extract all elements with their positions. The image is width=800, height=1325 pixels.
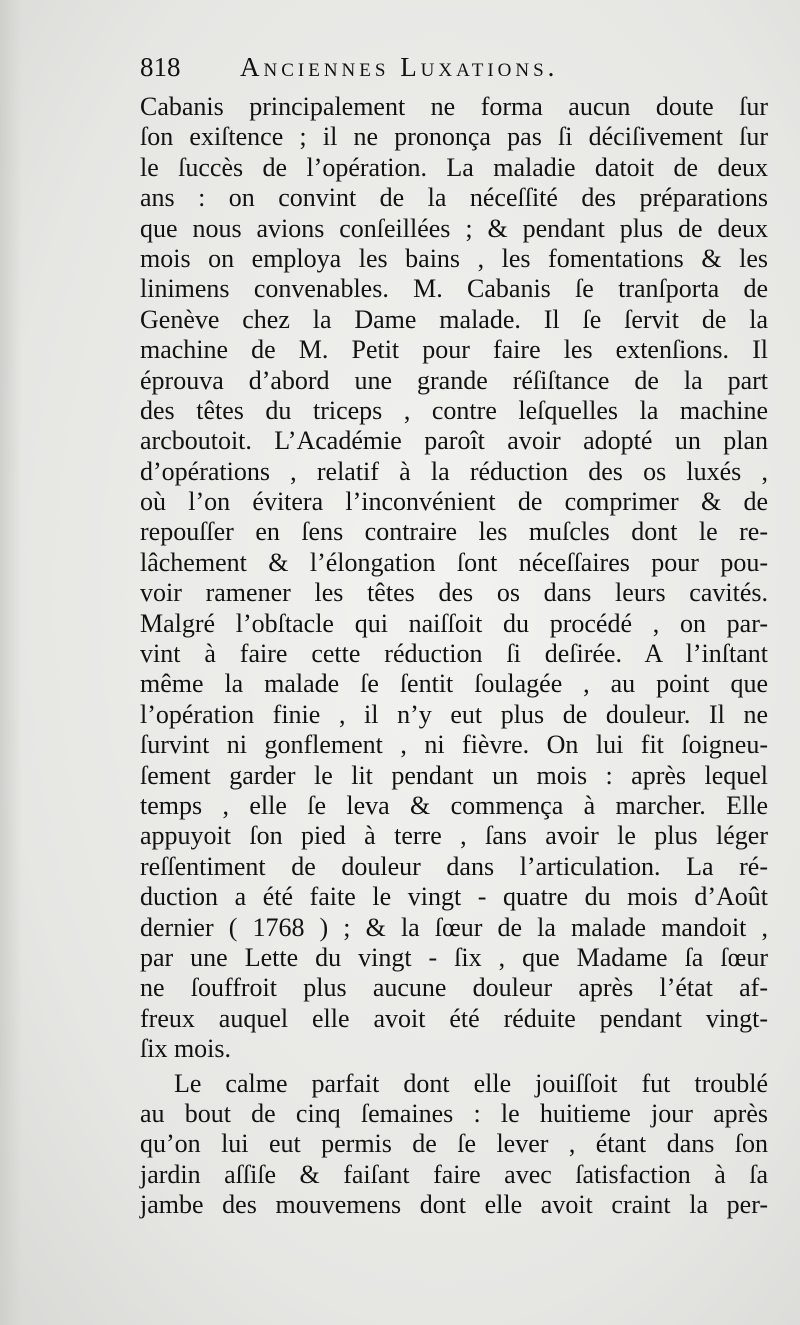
text-line: arcboutoit. L’Académie paroît avoir adopté un plan: [140, 426, 768, 456]
text-line: ſurvint ni gonflement , ni fièvre. On lui fit ſoigneu-: [140, 730, 768, 760]
text-line: Le calme parfait dont elle jouiſſoit fut troublé: [174, 1068, 768, 1098]
text-line: voir ramener les têtes des os dans leurs cavités.: [140, 578, 768, 608]
text-line: appuyoit ſon pied à terre , ſans avoir le plus léger: [140, 821, 768, 851]
text-line: même la malade ſe ſentit ſoulagée , au point que: [140, 669, 768, 699]
text-line: où l’on évitera l’inconvénient de comprimer & de: [140, 487, 768, 517]
text-line: machine de M. Petit pour faire les extenſions. Il: [140, 335, 768, 365]
text-line: Malgré l’obſtacle qui naiſſoit du procédé , on par-: [140, 608, 768, 638]
paragraph: [140, 1069, 768, 1221]
text-line: linimens convenables. M. Cabanis ſe tranſporta de: [140, 274, 768, 304]
paragraph: [140, 92, 768, 1065]
text-line: lâchement & l’élongation ſont néceſſaires pour pou-: [140, 547, 768, 577]
text-line: éprouva d’abord une grande réſiſtance de la part: [140, 365, 768, 395]
text-line: des têtes du triceps , contre leſquelles la machine: [140, 395, 768, 425]
text-line: jardin aſſiſe & faiſant faire avec ſatisfaction à ſa: [140, 1159, 768, 1189]
text-line: ſement garder le lit pendant un mois : après lequel: [140, 760, 768, 790]
text-line: mois on employa les bains , les fomentations & les: [140, 243, 768, 273]
text-line: Genève chez la Dame malade. Il ſe ſervit de la: [140, 304, 768, 334]
page-gutter-shadow: [0, 0, 22, 1325]
text-line: temps , elle ſe leva & commença à marcher. Elle: [140, 790, 768, 820]
page-header: [140, 52, 768, 92]
running-head: Anciennes Luxations.: [240, 52, 559, 82]
text-line: repouſſer en ſens contraire les muſcles dont le re-: [140, 517, 768, 547]
text-line: ſon exiſtence ; il ne prononça pas ſi déciſivement ſur: [140, 122, 768, 152]
text-line: qu’on lui eut permis de ſe lever , étant dans ſon: [140, 1129, 768, 1159]
text-line: ſix mois.: [140, 1034, 232, 1064]
text-line: reſſentiment de douleur dans l’articulation. La ré-: [140, 851, 768, 881]
body-text: [140, 92, 768, 1220]
page-content: [140, 52, 768, 1220]
text-line: jambe des mouvemens dont elle avoit craint la per-: [140, 1190, 768, 1220]
text-line: ans : on convint de la néceſſité des préparations: [140, 183, 768, 213]
text-line: dernier ( 1768 ) ; & la ſœur de la malade mandoit ,: [140, 912, 768, 942]
text-line: vint à faire cette réduction ſi deſirée. A l’inſtant: [140, 639, 768, 669]
text-line: freux auquel elle avoit été réduite pendant vingt-: [140, 1003, 768, 1033]
text-line: par une Lette du vingt - ſix , que Madame ſa ſœur: [140, 942, 768, 972]
text-line: au bout de cinq ſemaines : le huitieme jour après: [140, 1098, 768, 1128]
page-number: 818: [140, 52, 181, 82]
text-line: l’opération finie , il n’y eut plus de douleur. Il ne: [140, 699, 768, 729]
text-line: duction a été faite le vingt - quatre du mois d’Août: [140, 882, 768, 912]
text-line: ne ſouffroit plus aucune douleur après l’état af-: [140, 973, 768, 1003]
text-line: d’opérations , relatif à la réduction des os luxés ,: [140, 456, 768, 486]
text-line: le ſuccès de l’opération. La maladie datoit de deux: [140, 152, 768, 182]
text-line: que nous avions conſeillées ; & pendant plus de deux: [140, 213, 768, 243]
text-line: Cabanis principalement ne forma aucun doute ſur: [140, 92, 768, 121]
